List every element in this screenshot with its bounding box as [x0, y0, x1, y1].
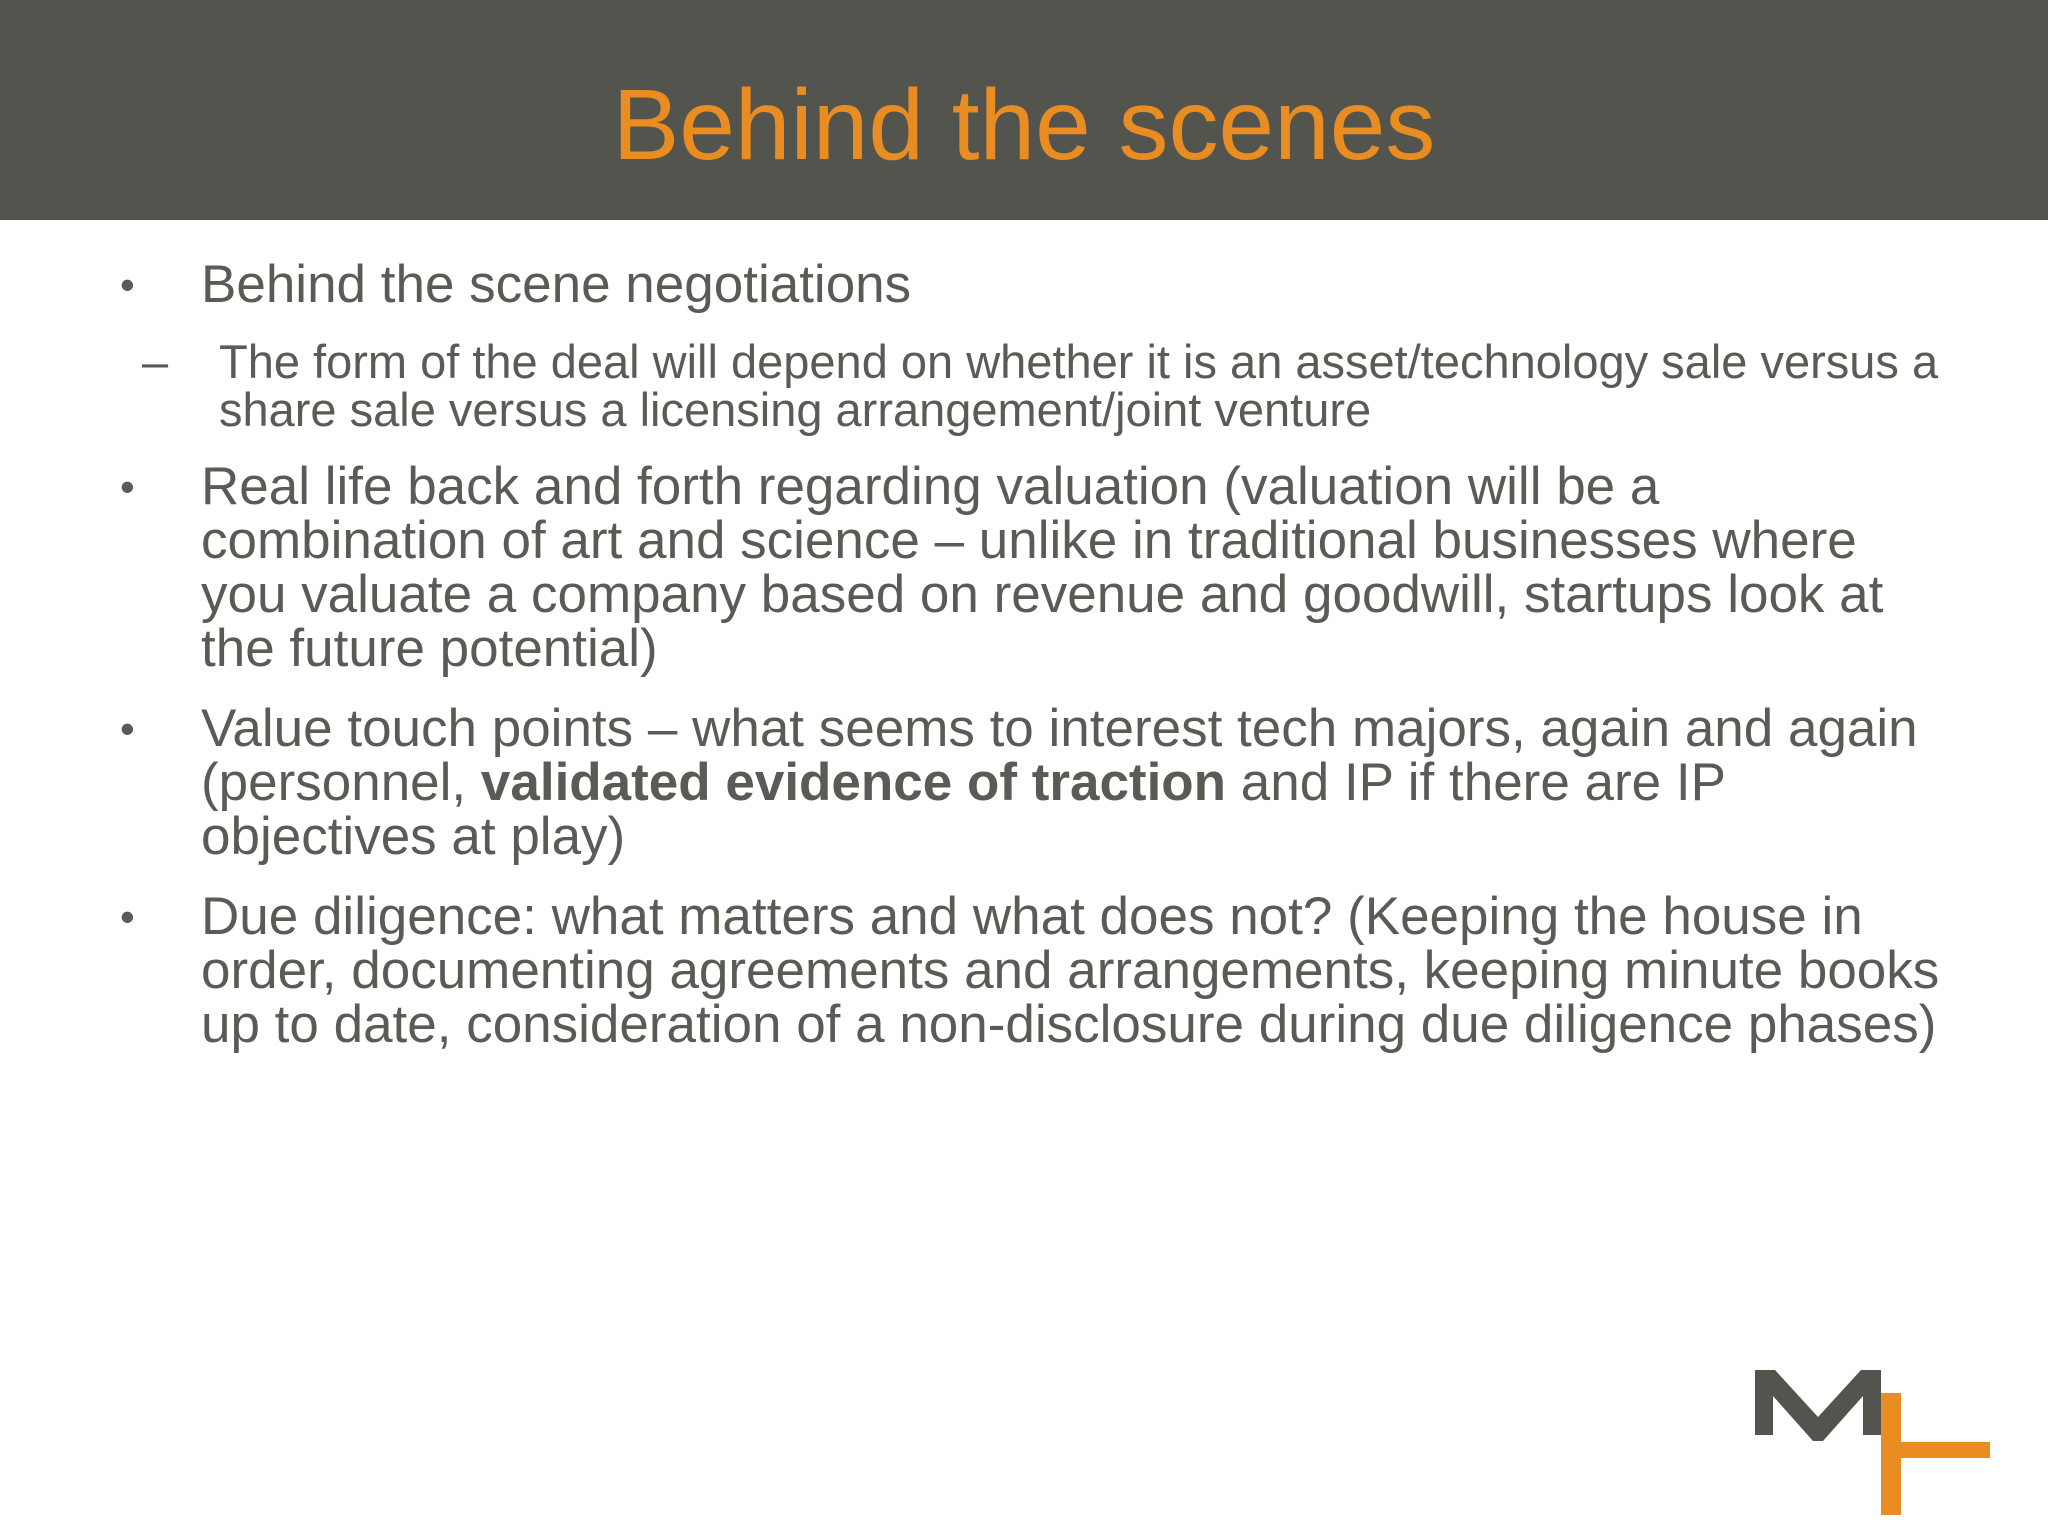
- bullet-marker: •: [120, 893, 135, 940]
- company-logo: [1750, 1365, 1990, 1515]
- bullet-text-end: and IP if there are IP objectives at play): [201, 753, 1725, 866]
- sub-bullet-marker: –: [142, 335, 169, 388]
- bullet-item: [120, 699, 1950, 866]
- bullet-item: [120, 887, 1950, 1054]
- logo-plus-horizontal: [1881, 1442, 1990, 1458]
- bullet-text: Behind the scene negotiations: [201, 255, 912, 314]
- bullet-text-start: Value touch points – what seems to interest tech majors, again and again (personnel,: [201, 699, 1918, 812]
- bullet-item: [120, 255, 1950, 314]
- logo-m-shape: [1755, 1370, 1881, 1441]
- bullet-text: Real life back and forth regarding valuation (valuation will be a combination of art and science – unlike in traditional businesses where you valuate a company based on revenue and goodwill, startups look at the future potential): [201, 457, 1884, 678]
- slide-title: Behind the scenes: [612, 69, 1436, 181]
- bullet-marker: •: [120, 463, 135, 510]
- bullet-text: Due diligence: what matters and what does not? (Keeping the house in order, documenting agreements and arrangements, keeping minute books up to date, consideration of a non-disclosure during due diligence phases): [201, 887, 1940, 1054]
- bullet-item: [120, 457, 1950, 678]
- bullet-text-bold: validated evidence of traction: [480, 753, 1227, 812]
- bullet-marker: •: [120, 261, 135, 308]
- bullet-marker: •: [120, 705, 135, 752]
- sub-bullet-item: [39, 335, 1950, 436]
- bullet-list: [120, 255, 1950, 1078]
- sub-bullet-text: The form of the deal will depend on whether it is an asset/technology sale versus a share sale versus a licensing arrangement/joint venture: [219, 335, 1939, 436]
- title-bar: [0, 0, 2048, 220]
